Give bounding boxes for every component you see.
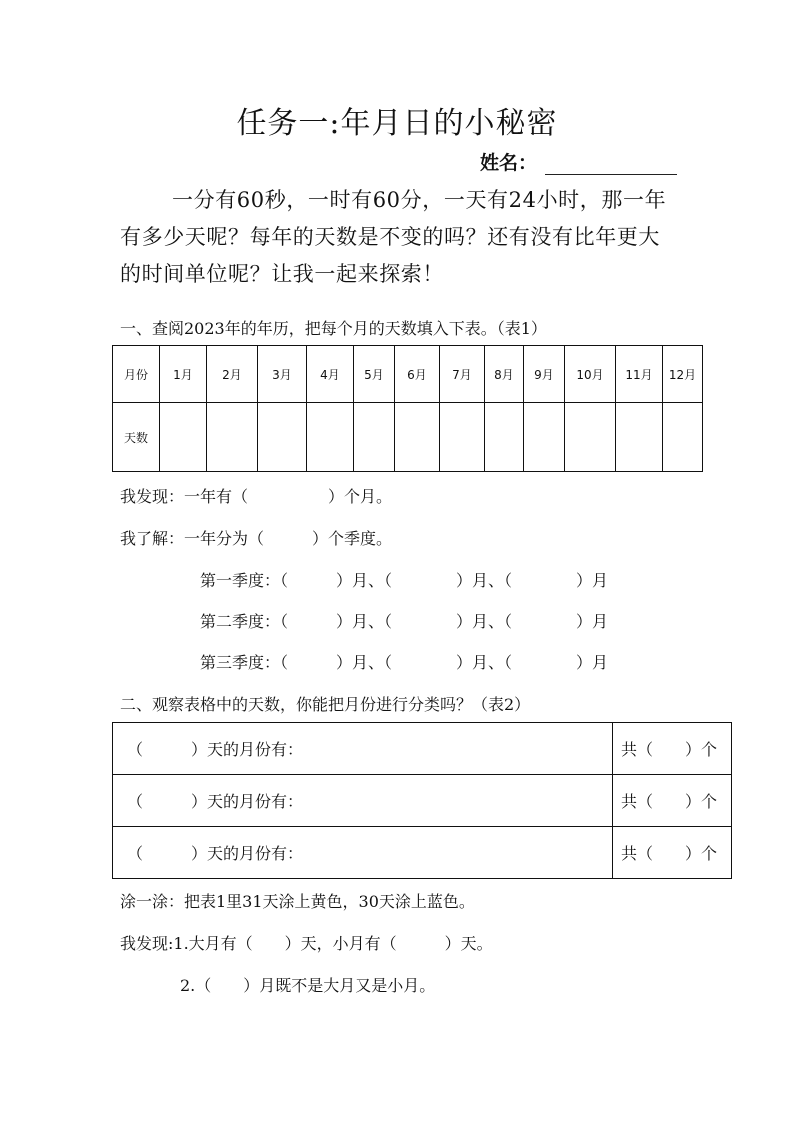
section1-heading: 一、查阅2023年的年历，把每个月的天数填入下表。（表1） — [120, 319, 547, 338]
found-neither-month-line: 2.（ ）月既不是大月又是小月。 — [180, 976, 436, 995]
intro-paragraph: 一分有60秒，一时有60分，一天有24小时，那一年有多少天呢？每年的天数是不变的吗？还有没有比年更大的时间单位呢？让我一起来探索！ — [120, 188, 667, 286]
days-input-cell[interactable] — [307, 403, 354, 472]
month-cell: 4月 — [307, 346, 354, 403]
header-cell-month: 月份 — [113, 346, 160, 403]
month-cell: 10月 — [565, 346, 616, 403]
found-months-line: 我发现：一年有（ ）个月。 — [120, 487, 393, 506]
days-input-cell[interactable] — [207, 403, 258, 472]
table-row — [113, 723, 732, 775]
classification-count: 共（ ）个 — [613, 827, 732, 879]
classification-label: （ ）天的月份有： — [113, 723, 613, 775]
month-cell: 8月 — [485, 346, 524, 403]
name-blank-line[interactable] — [545, 148, 677, 175]
header-cell-days: 天数 — [113, 403, 160, 472]
days-input-cell[interactable] — [160, 403, 207, 472]
name-field — [480, 148, 677, 175]
table-row-days — [113, 403, 703, 472]
month-cell: 11月 — [616, 346, 663, 403]
classification-label: （ ）天的月份有： — [113, 827, 613, 879]
page-title: 任务一:年月日的小秘密 — [236, 106, 558, 141]
color-task-line: 涂一涂：把表1里31天涂上黄色，30天涂上蓝色。 — [120, 892, 475, 911]
days-input-cell[interactable] — [565, 403, 616, 472]
days-input-cell[interactable] — [258, 403, 307, 472]
month-classification-table — [112, 722, 732, 879]
month-cell: 9月 — [524, 346, 565, 403]
month-cell: 3月 — [258, 346, 307, 403]
days-input-cell[interactable] — [524, 403, 565, 472]
quarter-1-line: 第一季度：（ ）月、（ ）月、（ ）月 — [200, 571, 609, 590]
month-cell: 6月 — [395, 346, 440, 403]
table-row — [113, 827, 732, 879]
months-days-table — [112, 345, 703, 472]
days-input-cell[interactable] — [485, 403, 524, 472]
days-input-cell[interactable] — [616, 403, 663, 472]
days-input-cell[interactable] — [440, 403, 485, 472]
quarter-2-line: 第二季度：（ ）月、（ ）月、（ ）月 — [200, 612, 609, 631]
month-cell: 2月 — [207, 346, 258, 403]
month-cell: 12月 — [663, 346, 703, 403]
month-cell: 7月 — [440, 346, 485, 403]
classification-label: （ ）天的月份有： — [113, 775, 613, 827]
quarter-3-line: 第三季度：（ ）月、（ ）月、（ ）月 — [200, 653, 609, 672]
days-input-cell[interactable] — [354, 403, 395, 472]
days-input-cell[interactable] — [395, 403, 440, 472]
days-input-cell[interactable] — [663, 403, 703, 472]
classification-count: 共（ ）个 — [613, 775, 732, 827]
found-big-small-month-line: 我发现:1.大月有（ ）天，小月有（ ）天。 — [120, 934, 493, 953]
month-cell: 1月 — [160, 346, 207, 403]
classification-count: 共（ ）个 — [613, 723, 732, 775]
learned-quarters-line: 我了解：一年分为（ ）个季度。 — [120, 529, 393, 548]
section2-heading: 二、观察表格中的天数，你能把月份进行分类吗？（表2） — [120, 695, 531, 714]
table-row — [113, 775, 732, 827]
name-label: 姓名： — [480, 152, 538, 174]
table-row-months — [113, 346, 703, 403]
month-cell: 5月 — [354, 346, 395, 403]
